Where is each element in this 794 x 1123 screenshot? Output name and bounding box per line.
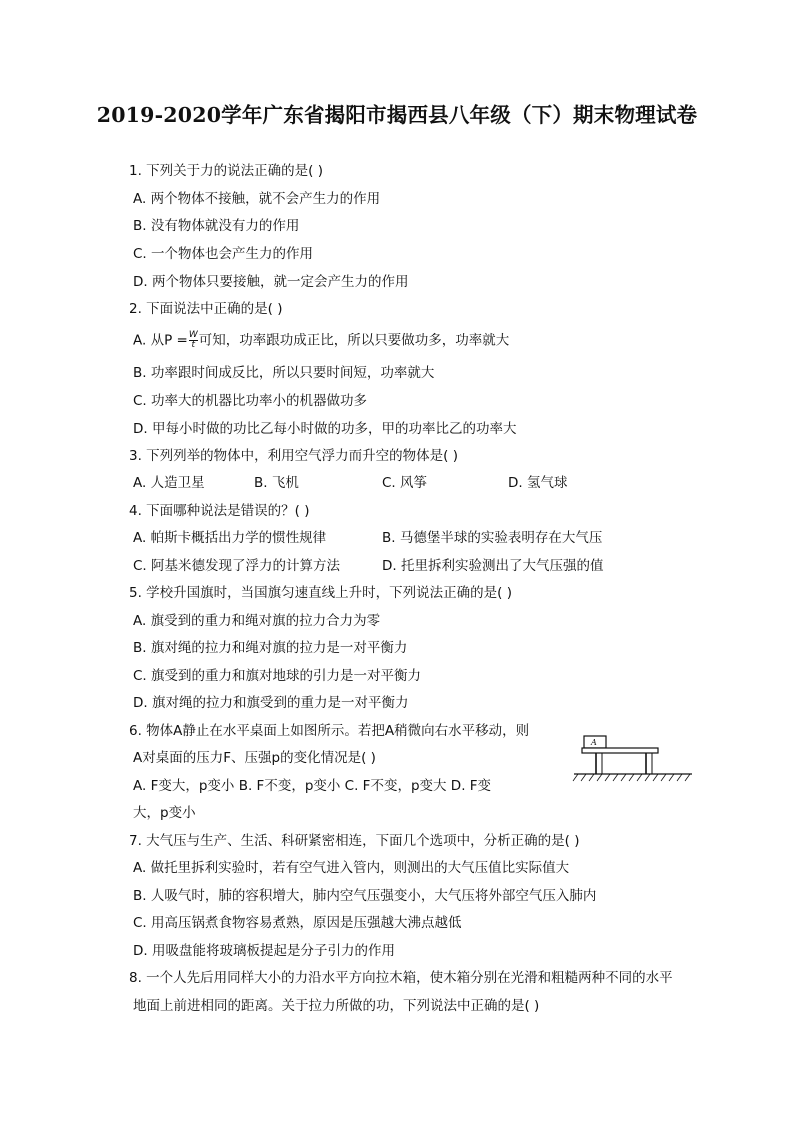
exam-title: 2019-2020学年广东省揭阳市揭西县八年级（下）期末物理试卷 [96,103,698,127]
question-1-option-d: D. 两个物体只要接触，就一定会产生力的作用 [133,274,409,290]
question-3-option-a: A. 人造卫星 [133,475,205,491]
question-5-option-b: B. 旗对绳的拉力和绳对旗的拉力是一对平衡力 [133,640,408,656]
question-7-option-a: A. 做托里拆利实验时，若有空气进入管内，则测出的大气压值比实际值大 [133,860,570,876]
question-4-stem: 4. 下面哪种说法是错误的？( ) [129,503,310,519]
question-8-stem-continued: 地面上前进相同的距离。关于拉力所做的功，下列说法中正确的是( ) [133,998,540,1014]
question-6-stem-continued: A对桌面的压力F、压强p的变化情况是( ) [133,750,376,766]
fraction-denominator: t [191,340,196,350]
question-3-option-c: C. 风筝 [382,475,428,491]
question-3-option-b: B. 飞机 [254,475,299,491]
question-3-option-d: D. 氢气球 [508,475,568,491]
block-a-label: A [591,738,597,747]
question-8-stem: 8. 一个人先后用同样大小的力沿水平方向拉木箱，使木箱分别在光滑和粗糙两种不同的水平 [129,970,673,986]
question-4-option-a: A. 帕斯卡概括出力学的惯性规律 [133,530,327,546]
question-1-stem: 1. 下列关于力的说法正确的是( ) [129,163,323,179]
question-6-options: A. F变大，p变小 B. F不变，p变小 C. F不变，p变大 D. F变 [133,778,492,794]
question-5-stem: 5. 学校升国旗时，当国旗匀速直线上升时，下列说法正确的是( ) [129,585,512,601]
question-1-option-c: C. 一个物体也会产生力的作用 [133,246,314,262]
table-with-block-figure [572,730,694,786]
question-3-stem: 3. 下列列举的物体中，利用空气浮力而升空的物体是( ) [129,448,458,464]
question-2-option-a-suffix: 可知，功率跟功成正比，所以只要做功多，功率就大 [198,332,510,349]
question-6-options-continued: 大，p变小 [133,805,196,821]
question-4-option-c: C. 阿基米德发现了浮力的计算方法 [133,558,341,574]
question-4-option-b: B. 马德堡半球的实验表明存在大气压 [382,530,603,546]
ground-hatching [573,774,690,781]
table-top [582,748,658,753]
question-2-option-d: D. 甲每小时做的功比乙每小时做的功多，甲的功率比乙的功率大 [133,421,517,437]
question-7-stem: 7. 大气压与生产、生活、科研紧密相连，下面几个选项中，分析正确的是( ) [129,833,580,849]
question-5-option-d: D. 旗对绳的拉力和旗受到的重力是一对平衡力 [133,695,409,711]
fraction-numerator: W [188,330,198,340]
power-formula-fraction [189,331,198,350]
question-5-option-c: C. 旗受到的重力和旗对地球的引力是一对平衡力 [133,668,422,684]
question-1-option-b: B. 没有物体就没有力的作用 [133,218,300,234]
question-5-option-a: A. 旗受到的重力和绳对旗的拉力合力为零 [133,613,381,629]
question-2-option-a-prefix: A. 从P = [133,332,188,349]
question-2-option-c: C. 功率大的机器比功率小的机器做功多 [133,393,368,409]
question-7-option-b: B. 人吸气时，肺的容积增大，肺内空气压强变小，大气压将外部空气压入肺内 [133,888,597,904]
question-7-option-d: D. 用吸盘能将玻璃板提起是分子引力的作用 [133,943,395,959]
question-7-option-c: C. 用高压锅煮食物容易煮熟，原因是压强越大沸点越低 [133,915,462,931]
question-4-option-d: D. 托里拆利实验测出了大气压强的值 [382,558,604,574]
question-2-option-a [133,331,509,350]
question-6-stem: 6. 物体A静止在水平桌面上如图所示。若把A稍微向右水平移动，则 [129,723,530,739]
question-2-stem: 2. 下面说法中正确的是( ) [129,301,283,317]
question-2-option-b: B. 功率跟时间成反比，所以只要时间短，功率就大 [133,365,435,381]
question-1-option-a: A. 两个物体不接触，就不会产生力的作用 [133,191,381,207]
